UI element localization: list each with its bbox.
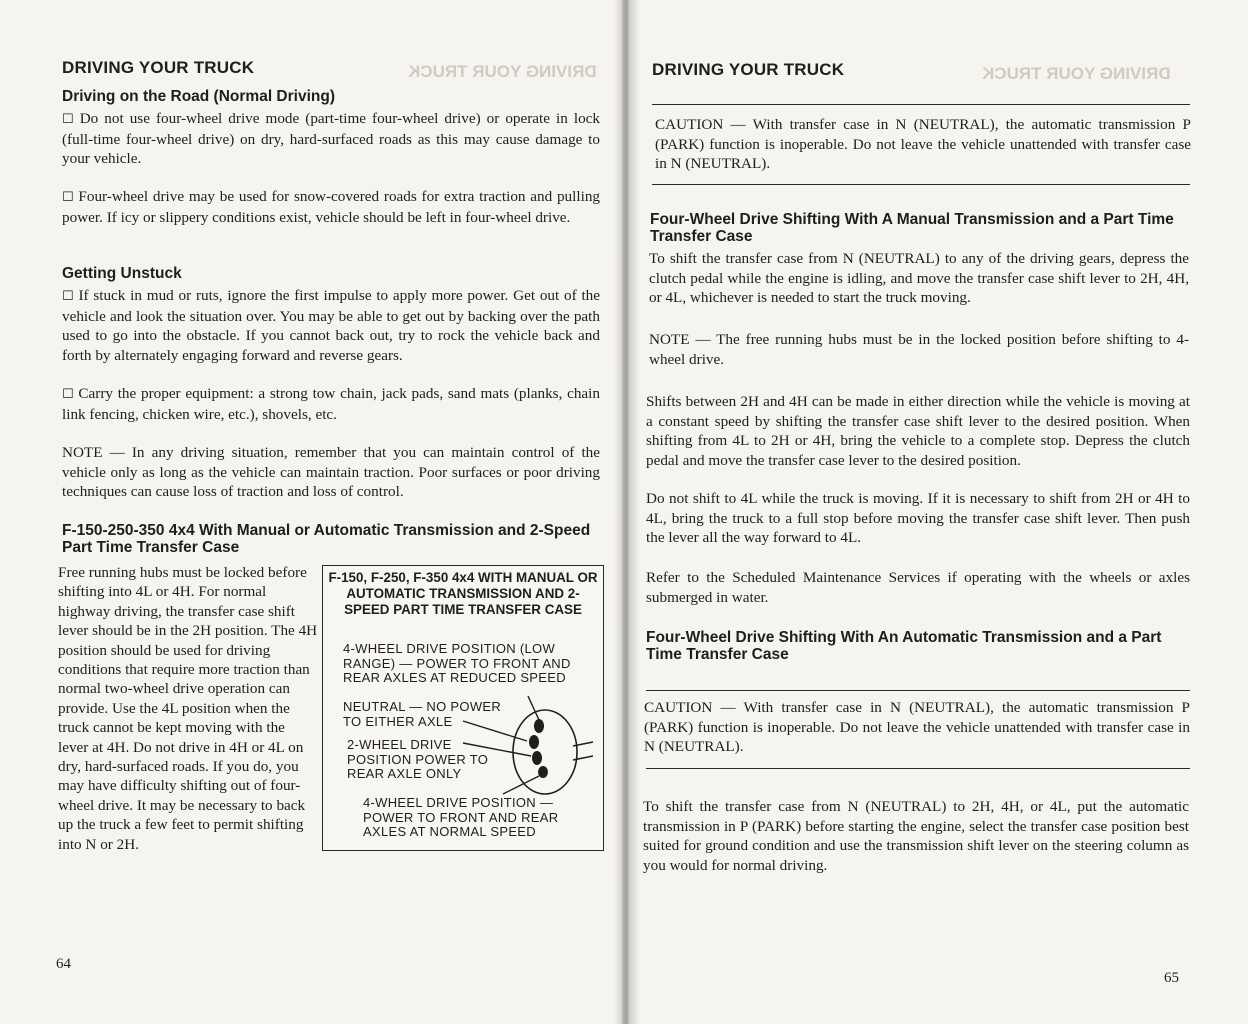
section-heading-getting-unstuck: Getting Unstuck — [62, 265, 182, 282]
checkbox-glyph: ☐ — [62, 289, 74, 304]
paragraph-maintenance-reference: Refer to the Scheduled Maintenance Services if operating with the wheels or axles submerged in water. — [646, 569, 1190, 606]
paragraph-four-wheel-caution: ☐ Do not use four-wheel drive mode (part-time four-wheel drive) or operate in lock (full-time four-wheel drive) on dry, hard-surfaced roads as this may cause damage to your vehicle. — [62, 110, 601, 168]
page-header: DRIVING YOUR TRUCK — [652, 60, 845, 79]
marker-4h — [538, 766, 548, 778]
caution-neutral-top: CAUTION — With transfer case in N (NEUTRAL), the automatic transmission P (PARK) function is inoperable. Do not leave the vehicle unattended with transfer case in N (NEUTRAL). — [655, 116, 1191, 173]
paragraph-4l-warning: Do not shift to 4L while the truck is moving. If it is necessary to shift from 2H or 4H to 4L, bring the truck to a full stop before moving the transfer case shift lever. Then push the lever all the way forward to 4L. — [646, 490, 1190, 547]
marker-n — [529, 735, 539, 749]
paragraph-shift-from-neutral: To shift the transfer case from N (NEUTRAL) to any of the driving gears, depress the clutch pedal while the engine is idling, and move the transfer case shift lever to 2H, 4H, or 4L, whichever is needed to start the truck moving. — [649, 250, 1189, 307]
note-hubs-locked: NOTE — The free running hubs must be in the locked position before shifting to 4-wheel drive. — [649, 331, 1189, 368]
page-number: 64 — [56, 956, 71, 972]
marker-4l — [534, 719, 544, 733]
caution-rule-top — [652, 104, 1190, 105]
section-heading-f150-transfer: F-150-250-350 4x4 With Manual or Automatic Transmission and 2-Speed Part Time Transfer Case — [62, 522, 591, 556]
paragraph-snow-roads: ☐ Four-wheel drive may be used for snow-covered roads for extra traction and pulling power. If icy or slippery conditions exist, vehicle should be left in four-wheel drive. — [62, 188, 601, 226]
transfer-case-diagram — [322, 565, 604, 851]
section-heading-automatic: Four-Wheel Drive Shifting With An Automatic Transmission and a Part Time Transfer Case — [646, 629, 1162, 663]
caution-neutral-bottom: CAUTION — With transfer case in N (NEUTRAL), the automatic transmission P (PARK) function is inoperable. Do not leave the vehicle unattended with transfer case in N (NEUTRAL). — [644, 699, 1190, 756]
right-page — [626, 0, 1248, 1024]
page-header: DRIVING YOUR TRUCK — [62, 58, 255, 77]
marker-2h — [532, 751, 542, 765]
paragraph-2h-4h-shifts: Shifts between 2H and 4H can be made in either direction while the vehicle is moving at a constant speed by shifting the transfer case shift lever to the desired position. When shifting from 4L to 2H or 4H, bring the vehicle to a complete stop. Depress the clutch pedal and move the transfer case lever to the desired position. — [646, 393, 1190, 469]
caution-rule-bottom — [652, 184, 1190, 185]
bleed-through-header: DRIVING YOUR TRUCK — [982, 64, 1171, 83]
checkbox-glyph: ☐ — [62, 387, 74, 402]
paragraph-automatic-shift: To shift the transfer case from N (NEUTRAL) to 2H, 4H, or 4L, put the automatic transmission in P (PARK) before starting the engine, select the transfer case position best suited for ground condition and use the transmission shift lever on the steering column as you would for normal driving. — [643, 798, 1189, 874]
bleed-through-header: DRIVING YOUR TRUCK — [408, 62, 597, 81]
checkbox-glyph: ☐ — [62, 190, 74, 205]
section-heading-normal-driving: Driving on the Road (Normal Driving) — [62, 88, 335, 105]
checkbox-glyph: ☐ — [62, 112, 74, 127]
page-number: 65 — [1164, 970, 1179, 986]
note-traction: NOTE — In any driving situation, remember that you can maintain control of the vehicle only as long as the vehicle can maintain traction. Poor surfaces or poor driving techniques can cause loss of traction and loss of control. — [62, 444, 600, 501]
label-4l-position: 4-WHEEL DRIVE POSITION (LOW RANGE) — POWER TO FRONT AND REAR AXLES AT REDUCED SPEED — [343, 641, 571, 685]
label-2h-position: 2-WHEEL DRIVE POSITION POWER TO REAR AXLE ONLY — [347, 737, 489, 781]
caution-rule-top-2 — [646, 690, 1190, 691]
diagram-title: F-150, F-250, F-350 4x4 WITH MANUAL OR AUTOMATIC TRANSMISSION AND 2-SPEED PART TIME TRANSFER CASE — [328, 570, 598, 617]
paragraph-equipment: ☐ Carry the proper equipment: a strong tow chain, jack pads, sand mats (planks, chain link fencing, chicken wire, etc.), shovels, etc. — [62, 385, 600, 423]
label-neutral-position: NEUTRAL — NO POWER TO EITHER AXLE — [343, 699, 502, 729]
section-heading-manual: Four-Wheel Drive Shifting With A Manual Transmission and a Part Time Transfer Case — [650, 211, 1174, 245]
left-page — [0, 0, 622, 1024]
caution-rule-bottom-2 — [646, 768, 1190, 769]
paragraph-stuck-mud: ☐ If stuck in mud or ruts, ignore the first impulse to apply more power. Get out of the vehicle and look the situation over. You may be able to get out by backing over the path used to go into the obstacle. If you cannot back out, try to rock the vehicle back and forth by alternately engaging forward and reverse gears. — [62, 287, 601, 364]
paragraph-free-running-hubs: Free running hubs must be locked before shifting into 4L or 4H. For normal highway driving, the transfer case shift lever should be in the 2H position. The 4H position should be used for driving conditions that require more traction than normal two-wheel drive operation can provide. Use the 4L position when the truck cannot be kept moving with the lever at 4H. Do not drive in 4H or 4L on dry, hard-surfaced roads. If you do, you may have difficulty shifting out of four-wheel drive. It may be necessary to back up the truck a few feet to permit shifting into N or 2H. — [58, 564, 318, 853]
label-4h-position: 4-WHEEL DRIVE POSITION — POWER TO FRONT AND REAR AXLES AT NORMAL SPEED — [363, 795, 559, 839]
shift-pattern-plate — [513, 710, 577, 794]
shift-lever-drawing — [323, 566, 603, 850]
